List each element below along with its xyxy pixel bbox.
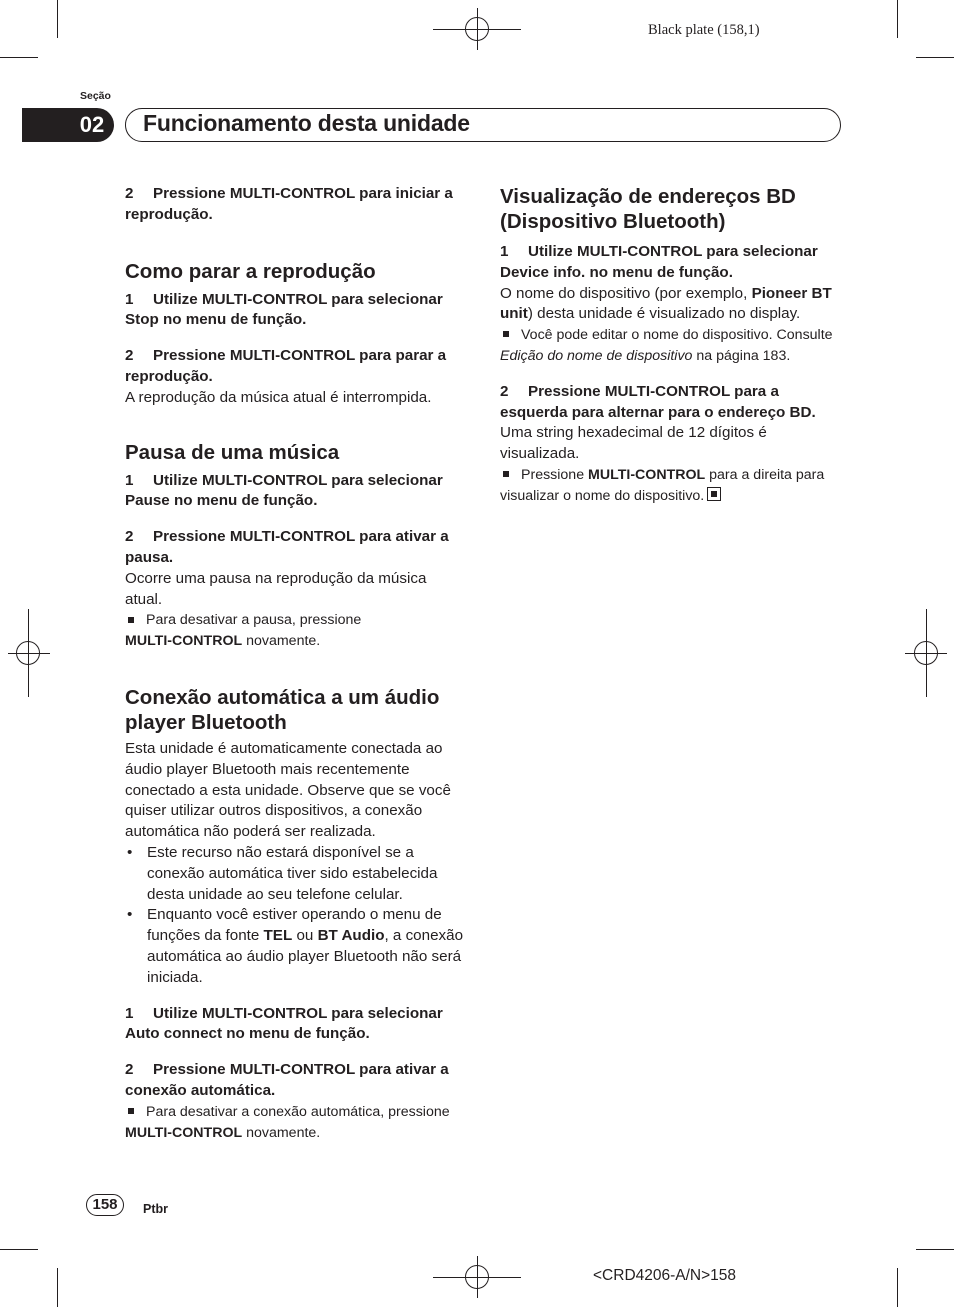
heading-pause: Pausa de uma música [125,440,340,464]
note: Para desativar a conexão automática, pressione MULTI-CONTROL novamente. [125,1103,450,1141]
crop-mark [897,1268,898,1307]
plate-label: Black plate (158,1) [648,22,760,38]
body-text: O nome do dispositivo (por exemplo, Pioneer BT unit) desta unidade é visualizado no display. [500,284,832,323]
document-code: <CRD4206-A/N>158 [593,1267,737,1284]
crop-mark [0,57,38,58]
crop-mark [897,0,898,38]
crop-mark [0,1249,38,1250]
crop-mark [916,57,954,58]
body-text: Uma string hexadecimal de 12 dígitos é visualizada. [500,424,767,463]
body-text: A reprodução da música atual é interrompida. [125,388,432,406]
heading-bd-address: Visualização de endereços BD (Dispositivo Bluetooth) [500,185,796,233]
bullet-item: • Enquanto você estiver operando o menu de funções da fonte TEL ou BT Audio, a conexão automática ao áudio player Bluetooth não será iniciada. [127,906,464,986]
step: 1 Utilize MULTI-CONTROL para selecionar Pause no menu de função. [125,471,443,510]
step: 2 Pressione MULTI-CONTROL para ativar a pausa. [125,528,449,566]
language-code: Ptbr [143,1202,168,1216]
section-number: 02 [22,108,114,142]
square-bullet-icon [128,617,134,623]
square-bullet-icon [503,331,509,337]
step: 1 Utilize MULTI-CONTROL para selecionar Auto connect no menu de função. [125,1004,443,1043]
body-text: Esta unidade é automaticamente conectada ao áudio player Bluetooth mais recentemente conectado a esta unidade. Observe que se você quiser utilizar outros dispositivos, a conexão automática não poderá ser realizada. [125,739,451,841]
note: Pressione MULTI-CONTROL para a direita para visualizar o nome do dispositivo. [500,466,825,504]
bullet-icon: • [127,843,133,861]
page-title: Funcionamento desta unidade [143,110,470,136]
bullet-item: • Este recurso não estará disponível se a conexão automática tiver sido estabelecida desta unidade ao seu telefone celular. [127,843,438,903]
step: 2 Pressione MULTI-CONTROL para iniciar a reprodução. [125,185,453,223]
registration-mark [914,641,938,665]
step: 1 Utilize MULTI-CONTROL para selecionar Stop no menu de função. [125,290,443,329]
section-label: Seção [80,90,111,102]
registration-mark [16,641,40,665]
step: 1 Utilize MULTI-CONTROL para selecionar Device info. no menu de função. [500,243,818,281]
bullet-icon: • [127,906,133,924]
square-bullet-icon [503,471,509,477]
crop-mark [916,1249,954,1250]
crop-mark [57,0,58,38]
left-column [125,184,467,1143]
crop-mark [57,1268,58,1307]
square-bullet-icon [128,1108,134,1114]
right-column [500,184,842,507]
heading-auto-connect: Conexão automática a um áudio player Bluetooth [125,685,440,734]
page-number: 158 [86,1194,124,1216]
registration-mark [465,17,489,41]
heading-stop: Como parar a reprodução [125,259,376,283]
step: 2 Pressione MULTI-CONTROL para parar a reprodução. [125,347,447,385]
step: 2 Pressione MULTI-CONTROL para a esquerda para alternar para o endereço BD. [500,382,816,421]
registration-mark [465,1265,489,1289]
note: Para desativar a pausa, pressione MULTI-CONTROL novamente. [125,612,362,650]
note: Você pode editar o nome do dispositivo. Consulte Edição do nome de dispositivo na página 183. [500,327,833,364]
body-text: Ocorre uma pausa na reprodução da música atual. [125,569,427,608]
end-mark-icon [707,487,721,501]
step: 2 Pressione MULTI-CONTROL para ativar a conexão automática. [125,1061,449,1099]
